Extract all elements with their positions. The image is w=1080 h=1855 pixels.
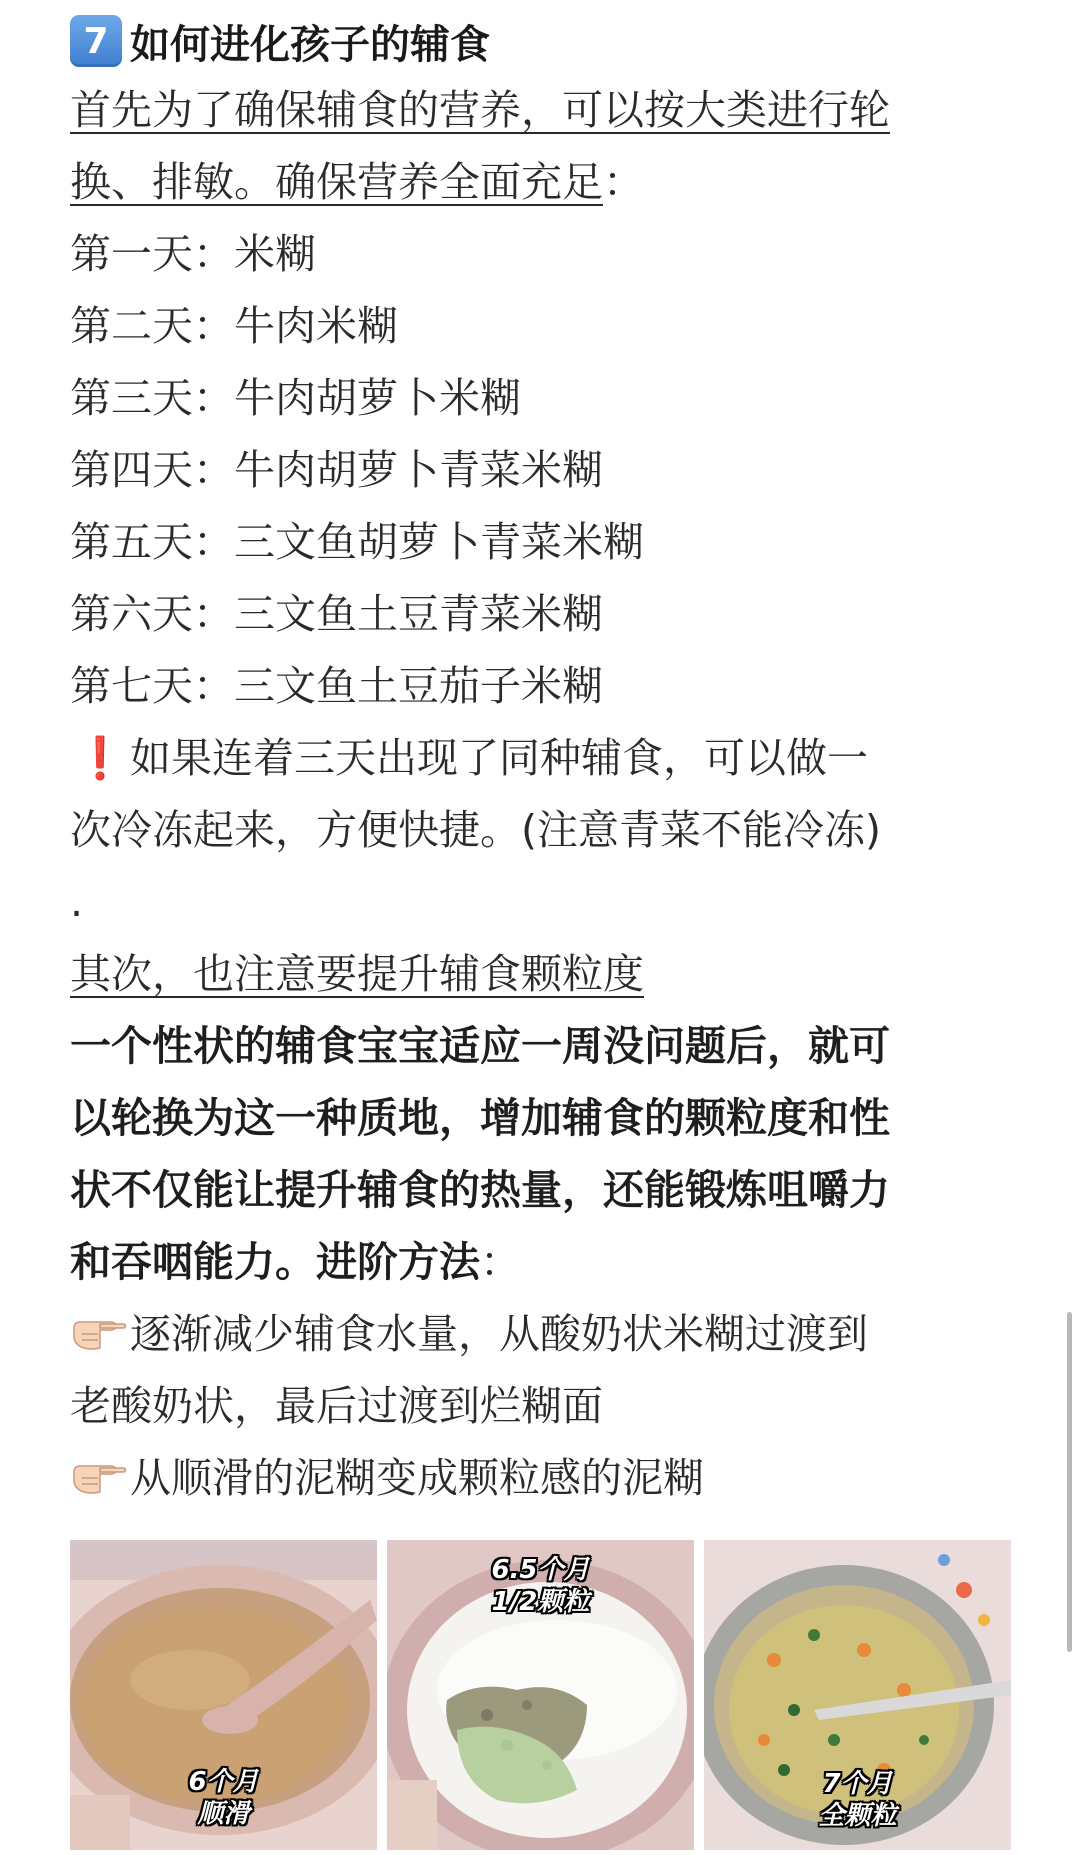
photo-half-granular[interactable] bbox=[387, 1540, 694, 1850]
bold-line-4-colon: ： bbox=[480, 1238, 521, 1286]
caption-texture: 全颗粒 bbox=[818, 1801, 897, 1831]
day-item-2: 第二天：牛肉米糊 bbox=[70, 302, 398, 350]
caption-texture: 1/2颗粒 bbox=[491, 1587, 590, 1617]
bold-line-4-text: 和吞咽能力。进阶方法 bbox=[70, 1238, 480, 1286]
photo-caption-3 bbox=[704, 1768, 1011, 1832]
caption-age: 6.5个月 bbox=[491, 1555, 590, 1585]
pointing-hand-icon bbox=[70, 1446, 130, 1486]
day-item-3: 第三天：牛肉胡萝卜米糊 bbox=[70, 374, 521, 422]
exclamation-icon: ❗ bbox=[74, 734, 126, 782]
photo-row bbox=[70, 1540, 1012, 1850]
tip-line-1 bbox=[70, 722, 1020, 794]
caption-age: 7个月 bbox=[822, 1769, 893, 1799]
tip-line-2: 次冷冻起来，方便快捷。(注意青菜不能冷冻) bbox=[70, 806, 881, 854]
pointing-hand-icon bbox=[70, 1302, 130, 1342]
bold-line-1: 一个性状的辅食宝宝适应一周没问题后，就可 bbox=[70, 1022, 890, 1070]
bold-line-3: 状不仅能让提升辅食的热量，还能锻炼咀嚼力 bbox=[70, 1166, 890, 1214]
bold-line-4 bbox=[70, 1226, 1020, 1298]
caption-texture: 顺滑 bbox=[197, 1799, 250, 1829]
method-item-1-text: 逐渐减少辅食水量，从酸奶状米糊过渡到 bbox=[130, 1310, 868, 1358]
photo-smooth[interactable] bbox=[70, 1540, 377, 1850]
intro-line-2 bbox=[70, 146, 1020, 218]
article-body bbox=[70, 8, 1020, 1514]
scrollbar-thumb[interactable] bbox=[1067, 1312, 1072, 1652]
photo-full-granular[interactable] bbox=[704, 1540, 1011, 1850]
caption-age: 6个月 bbox=[188, 1767, 259, 1797]
method-item-1 bbox=[70, 1298, 1020, 1370]
section2-title-text: 其次，也注意要提升辅食颗粒度 bbox=[70, 950, 644, 998]
tip-text-1: 如果连着三天出现了同种辅食，可以做一 bbox=[130, 734, 868, 782]
photo-caption-1 bbox=[70, 1766, 377, 1830]
method-item-2 bbox=[70, 1442, 1020, 1514]
section2-title bbox=[70, 938, 1020, 1010]
day-item-7: 第七天：三文鱼土豆茄子米糊 bbox=[70, 662, 603, 710]
photo-caption-2 bbox=[387, 1554, 694, 1618]
intro-line-2-underlined: 换、排敏。确保营养全面充足 bbox=[70, 158, 603, 206]
number-badge-icon: 7 bbox=[70, 15, 122, 67]
section-heading bbox=[70, 8, 1020, 74]
method-item-2-text: 从顺滑的泥糊变成颗粒感的泥糊 bbox=[130, 1454, 704, 1502]
day-item-1: 第一天：米糊 bbox=[70, 230, 316, 278]
intro-line-2-colon: ： bbox=[603, 158, 644, 206]
day-item-5: 第五天：三文鱼胡萝卜青菜米糊 bbox=[70, 518, 644, 566]
day-item-6: 第六天：三文鱼土豆青菜米糊 bbox=[70, 590, 603, 638]
heading-title: 如何进化孩子的辅食 bbox=[130, 21, 490, 68]
method-item-1-cont: 老酸奶状，最后过渡到烂糊面 bbox=[70, 1382, 603, 1430]
bold-line-2: 以轮换为这一种质地，增加辅食的颗粒度和性 bbox=[70, 1094, 890, 1142]
day-item-4: 第四天：牛肉胡萝卜青菜米糊 bbox=[70, 446, 603, 494]
intro-line-1: 首先为了确保辅食的营养，可以按大类进行轮 bbox=[70, 86, 890, 134]
tip-line-3: . bbox=[70, 878, 84, 926]
